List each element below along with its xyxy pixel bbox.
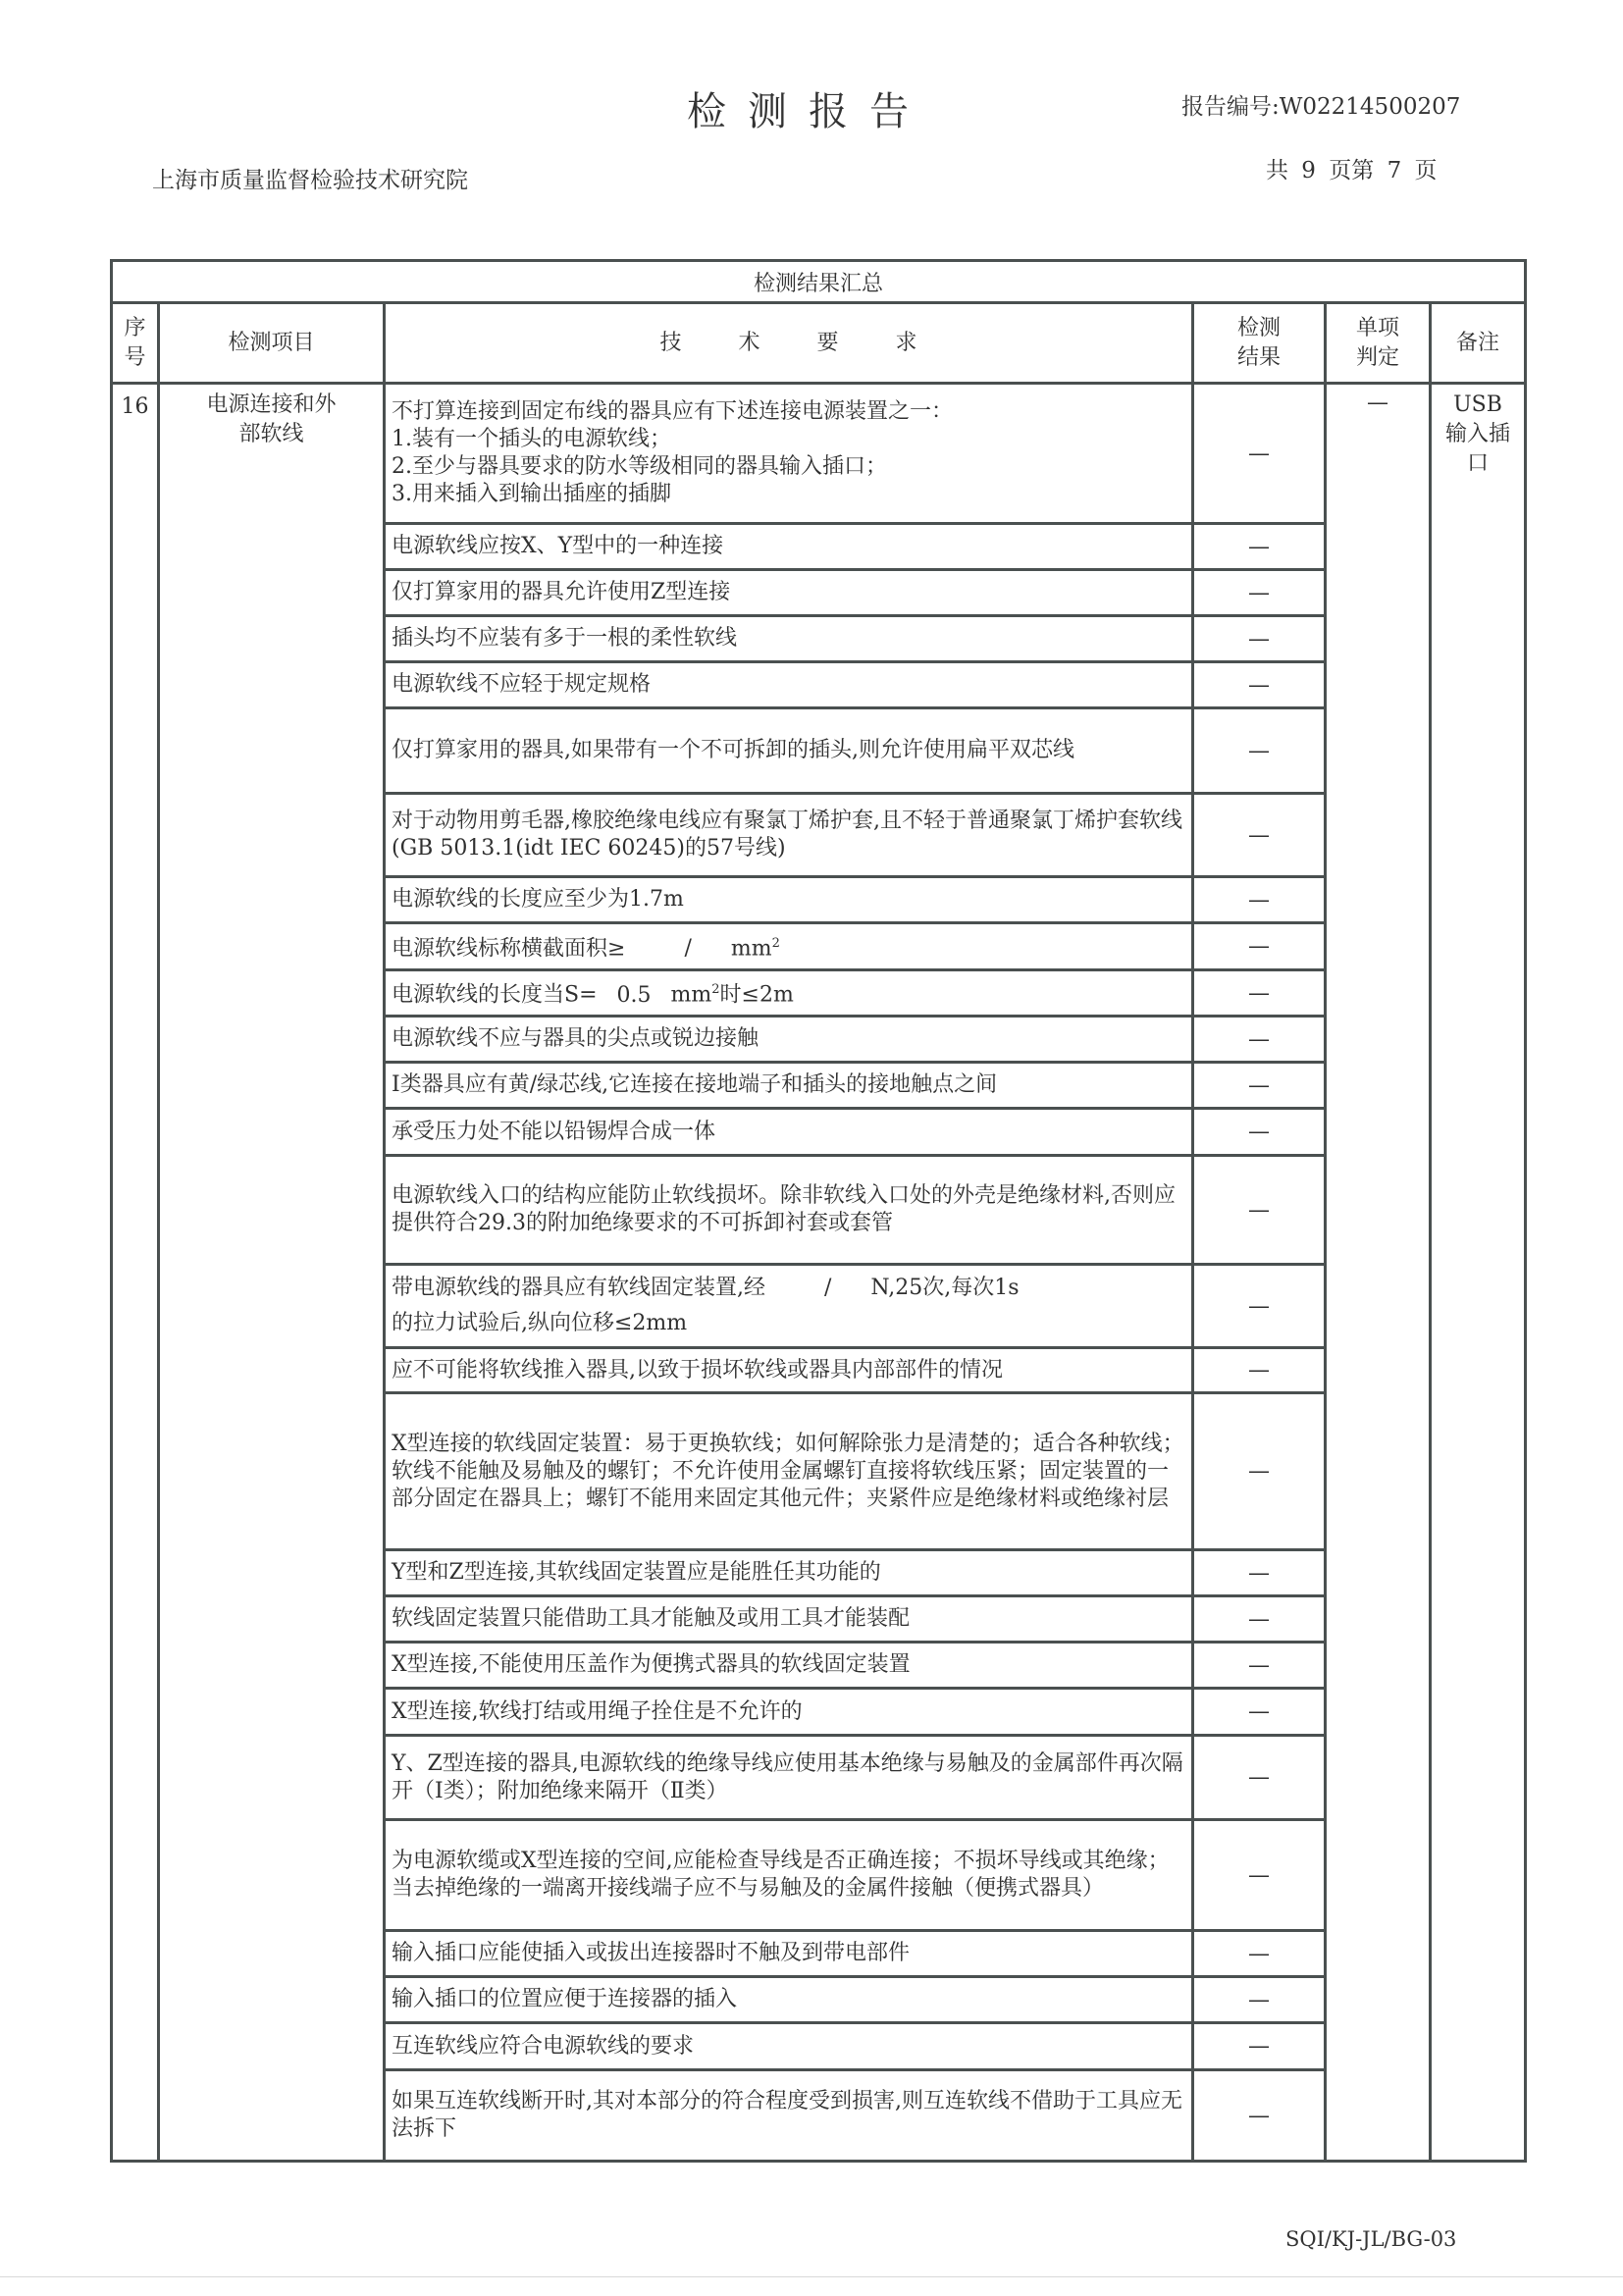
- result-value: —: [1248, 1072, 1270, 1098]
- unit: mm: [670, 982, 712, 1008]
- unit-exponent: 2: [711, 982, 720, 998]
- table-title: 检测结果汇总: [112, 261, 1526, 303]
- result-value: —: [1248, 1862, 1270, 1888]
- requirement-cell: [385, 1156, 1193, 1265]
- page-info: 共 9 页第 7 页: [1266, 158, 1438, 183]
- requirement-cell: [385, 1596, 1193, 1643]
- result-cell: [1193, 1736, 1326, 1820]
- requirement-text: 电源软线的长度应至少为1.7m: [392, 887, 684, 912]
- requirement-cell: [385, 923, 1193, 970]
- results-summary-table: [110, 259, 1527, 2163]
- result-value: —: [1248, 1120, 1270, 1144]
- result-cell: [1193, 524, 1326, 570]
- result-value: —: [1248, 580, 1270, 605]
- requirement-text: 软线固定装置只能借助工具才能触及或用工具才能装配: [392, 1606, 911, 1631]
- requirement-text: N,25次,每次1s: [870, 1276, 1020, 1300]
- requirement-cell: [385, 524, 1193, 570]
- seq-number: 16: [112, 384, 159, 2162]
- result-value: —: [1248, 1941, 1270, 1966]
- result-value: —: [1248, 2034, 1270, 2059]
- result-cell: [1193, 1820, 1326, 1931]
- requirement-text: 电源软线不应轻于规定规格: [392, 672, 652, 697]
- result-value: —: [1248, 1560, 1270, 1586]
- result-cell: [1193, 970, 1326, 1017]
- result-value: —: [1248, 1987, 1270, 2012]
- remarks-text: USB输入插口: [1444, 392, 1510, 476]
- result-cell: [1193, 1063, 1326, 1109]
- result-value: —: [1248, 1699, 1270, 1724]
- judgment-value: —: [1367, 391, 1388, 415]
- result-cell: [1193, 2023, 1326, 2070]
- remarks-cell: [1431, 384, 1526, 2162]
- result-value: —: [1248, 534, 1270, 559]
- requirement-cell: [385, 662, 1193, 708]
- col-header-item: 检测项目: [159, 303, 385, 384]
- requirement-text: Y、Z型连接的器具,电源软线的绝缘导线应使用基本绝缘与易触及的金属部件再次隔开（Ⅰ类）；附加绝缘来隔开（Ⅱ类）: [392, 1750, 1183, 1803]
- requirement-text: Y型和Z型连接,其软线固定装置应是能胜任其功能的: [392, 1560, 881, 1585]
- requirement-cell: [385, 1348, 1193, 1393]
- unit-exponent: 2: [771, 935, 780, 951]
- result-value: —: [1248, 738, 1270, 763]
- document-title: 检测报告: [687, 89, 930, 134]
- result-cell: [1193, 1109, 1326, 1156]
- requirement-cell: [385, 1820, 1193, 1931]
- bottom-rule: [0, 2276, 1623, 2277]
- requirement-text: 带电源软线的器具应有软线固定装置,经: [392, 1276, 765, 1300]
- result-cell: [1193, 1689, 1326, 1736]
- blank-value: /: [684, 936, 692, 962]
- result-cell: [1193, 1265, 1326, 1348]
- requirement-text: 电源软线标称横截面积≥: [392, 936, 626, 962]
- result-cell: [1193, 1977, 1326, 2023]
- requirement-text: 承受压力处不能以铅锡焊合成一体: [392, 1119, 716, 1144]
- requirement-cell: [385, 1265, 1193, 1348]
- requirement-cell: [385, 1550, 1193, 1596]
- result-value: —: [1248, 887, 1270, 913]
- result-value: —: [1248, 1358, 1270, 1383]
- requirement-text: X型连接,不能使用压盖作为便携式器具的软线固定装置: [392, 1652, 911, 1677]
- table-title-row: [112, 261, 1526, 303]
- test-item-label: 电源连接和外部软线: [206, 392, 337, 446]
- result-cell: [1193, 708, 1326, 794]
- result-value: —: [1248, 1606, 1270, 1632]
- requirement-text: 时≤2m: [719, 982, 794, 1008]
- requirement-text: 不打算连接到固定布线的器具应有下述连接电源装置之一： 1.装有一个插头的电源软线； 2.至少与器具要求的防水等级相同的器具输入插口； 3.用来插入到输出插座的插脚: [392, 399, 954, 506]
- result-cell: [1193, 923, 1326, 970]
- col-header-remarks: 备注: [1431, 303, 1526, 384]
- requirement-text: 为电源软缆或X型连接的空间,应能检查导线是否正确连接；不损坏导线或其绝缘；当去掉绝缘的一端离开接线端子应不与易触及的金属件接触（便携式器具）: [392, 1849, 1170, 1901]
- h-seq-label: 序号: [124, 315, 146, 370]
- report-number: 报告编号:W02214500207: [1181, 94, 1461, 120]
- result-value: —: [1248, 934, 1270, 959]
- result-cell: [1193, 2070, 1326, 2162]
- result-value: —: [1248, 1197, 1270, 1223]
- requirement-text: 仅打算家用的器具允许使用Z型连接: [392, 580, 731, 604]
- requirement-cell: [385, 1977, 1193, 2023]
- requirement-cell: [385, 1063, 1193, 1109]
- column-header-row: [112, 303, 1526, 384]
- requirement-cell: [385, 1109, 1193, 1156]
- result-value: —: [1248, 672, 1270, 698]
- requirement-text: 如果互连软线断开时,其对本部分的符合程度受到损害,则互连软线不借助于工具应无法拆下: [392, 2089, 1182, 2141]
- blank-value: /: [824, 1276, 832, 1300]
- requirement-text: 电源软线应按X、Y型中的一种连接: [392, 534, 724, 558]
- result-cell: [1193, 616, 1326, 662]
- result-value: —: [1248, 1459, 1270, 1484]
- requirement-text: 电源软线不应与器具的尖点或锐边接触: [392, 1026, 759, 1051]
- result-value: —: [1248, 1026, 1270, 1052]
- result-cell: [1193, 1017, 1326, 1063]
- requirement-cell: [385, 1689, 1193, 1736]
- result-value: —: [1248, 441, 1270, 466]
- result-value: —: [1248, 822, 1270, 848]
- result-cell: [1193, 877, 1326, 923]
- requirement-cell: [385, 1736, 1193, 1820]
- requirement-cell: [385, 1017, 1193, 1063]
- requirement-cell: [385, 970, 1193, 1017]
- result-cell: [1193, 570, 1326, 616]
- requirement-text: 仅打算家用的器具,如果带有一个不可拆卸的插头,则允许使用扁平双芯线: [392, 738, 1074, 762]
- requirement-text: Ⅰ类器具应有黄/绿芯线,它连接在接地端子和插头的接地触点之间: [392, 1072, 998, 1097]
- requirement-cell: [385, 877, 1193, 923]
- unit: mm: [730, 936, 772, 962]
- col-header-judgment: [1326, 303, 1431, 384]
- requirement-text: X型连接的软线固定装置：易于更换软线；如何解除张力是清楚的；适合各种软线；软线不能触及易触及的螺钉；不允许使用金属螺钉直接将软线压紧；固定装置的一部分固定在器具上；螺钉不能用来固定其他元件；夹紧件应是绝缘材料或绝缘衬层: [392, 1431, 1184, 1511]
- requirement-cell: [385, 1393, 1193, 1550]
- requirement-cell: [385, 1931, 1193, 1977]
- result-cell: [1193, 1550, 1326, 1596]
- requirement-cell: [385, 708, 1193, 794]
- result-value: —: [1248, 626, 1270, 652]
- result-cell: [1193, 1156, 1326, 1265]
- requirement-text: 应不可能将软线推入器具,以致于损坏软线或器具内部部件的情况: [392, 1357, 1003, 1383]
- requirement-text: X型连接,软线打结或用绳子拴住是不允许的: [392, 1698, 803, 1724]
- requirement-cell: [385, 1643, 1193, 1689]
- col-header-result: [1193, 303, 1326, 384]
- result-cell: [1193, 662, 1326, 708]
- h-res-label: 检测结果: [1236, 315, 1281, 370]
- requirement-text: 互连软线应符合电源软线的要求: [392, 2033, 695, 2059]
- result-value: —: [1248, 980, 1270, 1006]
- requirement-cell: [385, 384, 1193, 524]
- h-jud-label: 单项判定: [1355, 315, 1399, 370]
- judgment-cell: [1326, 384, 1431, 2162]
- form-code: SQI/KJ-JL/BG-03: [1285, 2227, 1457, 2251]
- requirement-text: 电源软线的长度当S=: [392, 982, 598, 1008]
- requirement-text: 对于动物用剪毛器,橡胶绝缘电线应有聚氯丁烯护套,且不轻于普通聚氯丁烯护套软线(GB 5013.1(idt IEC 60245)的57号线): [392, 809, 1182, 861]
- requirement-text: 输入插口的位置应便于连接器的插入: [392, 1987, 738, 2011]
- requirement-text: 插头均不应装有多于一根的柔性软线: [392, 626, 738, 651]
- test-item: [159, 384, 385, 2162]
- area-value: 0.5: [616, 982, 652, 1008]
- result-value: —: [1248, 1652, 1270, 1678]
- requirement-text: 电源软线入口的结构应能防止软线损坏。除非软线入口处的外壳是绝缘材料,否则应提供符合29.3的附加绝缘要求的不可拆卸衬套或套管: [392, 1183, 1176, 1235]
- requirement-cell: [385, 2070, 1193, 2162]
- institute-name: 上海市质量监督检验技术研究院: [152, 168, 468, 193]
- result-cell: [1193, 1931, 1326, 1977]
- result-value: —: [1248, 2103, 1270, 2128]
- col-header-seq: [112, 303, 159, 384]
- result-value: —: [1248, 1765, 1270, 1790]
- result-cell: [1193, 1348, 1326, 1393]
- result-cell: [1193, 794, 1326, 877]
- result-cell: [1193, 384, 1326, 524]
- table-row: [112, 384, 1526, 524]
- requirement-cell: [385, 616, 1193, 662]
- requirement-text: 的拉力试验后,纵向位移≤2mm: [392, 1311, 688, 1335]
- requirement-cell: [385, 2023, 1193, 2070]
- requirement-text: 输入插口应能使插入或拔出连接器时不触及到带电部件: [392, 1941, 911, 1965]
- result-cell: [1193, 1596, 1326, 1643]
- result-value: —: [1248, 1293, 1270, 1319]
- result-cell: [1193, 1393, 1326, 1550]
- requirement-cell: [385, 794, 1193, 877]
- requirement-cell: [385, 570, 1193, 616]
- result-cell: [1193, 1643, 1326, 1689]
- col-header-requirement: 技术要求: [385, 303, 1193, 384]
